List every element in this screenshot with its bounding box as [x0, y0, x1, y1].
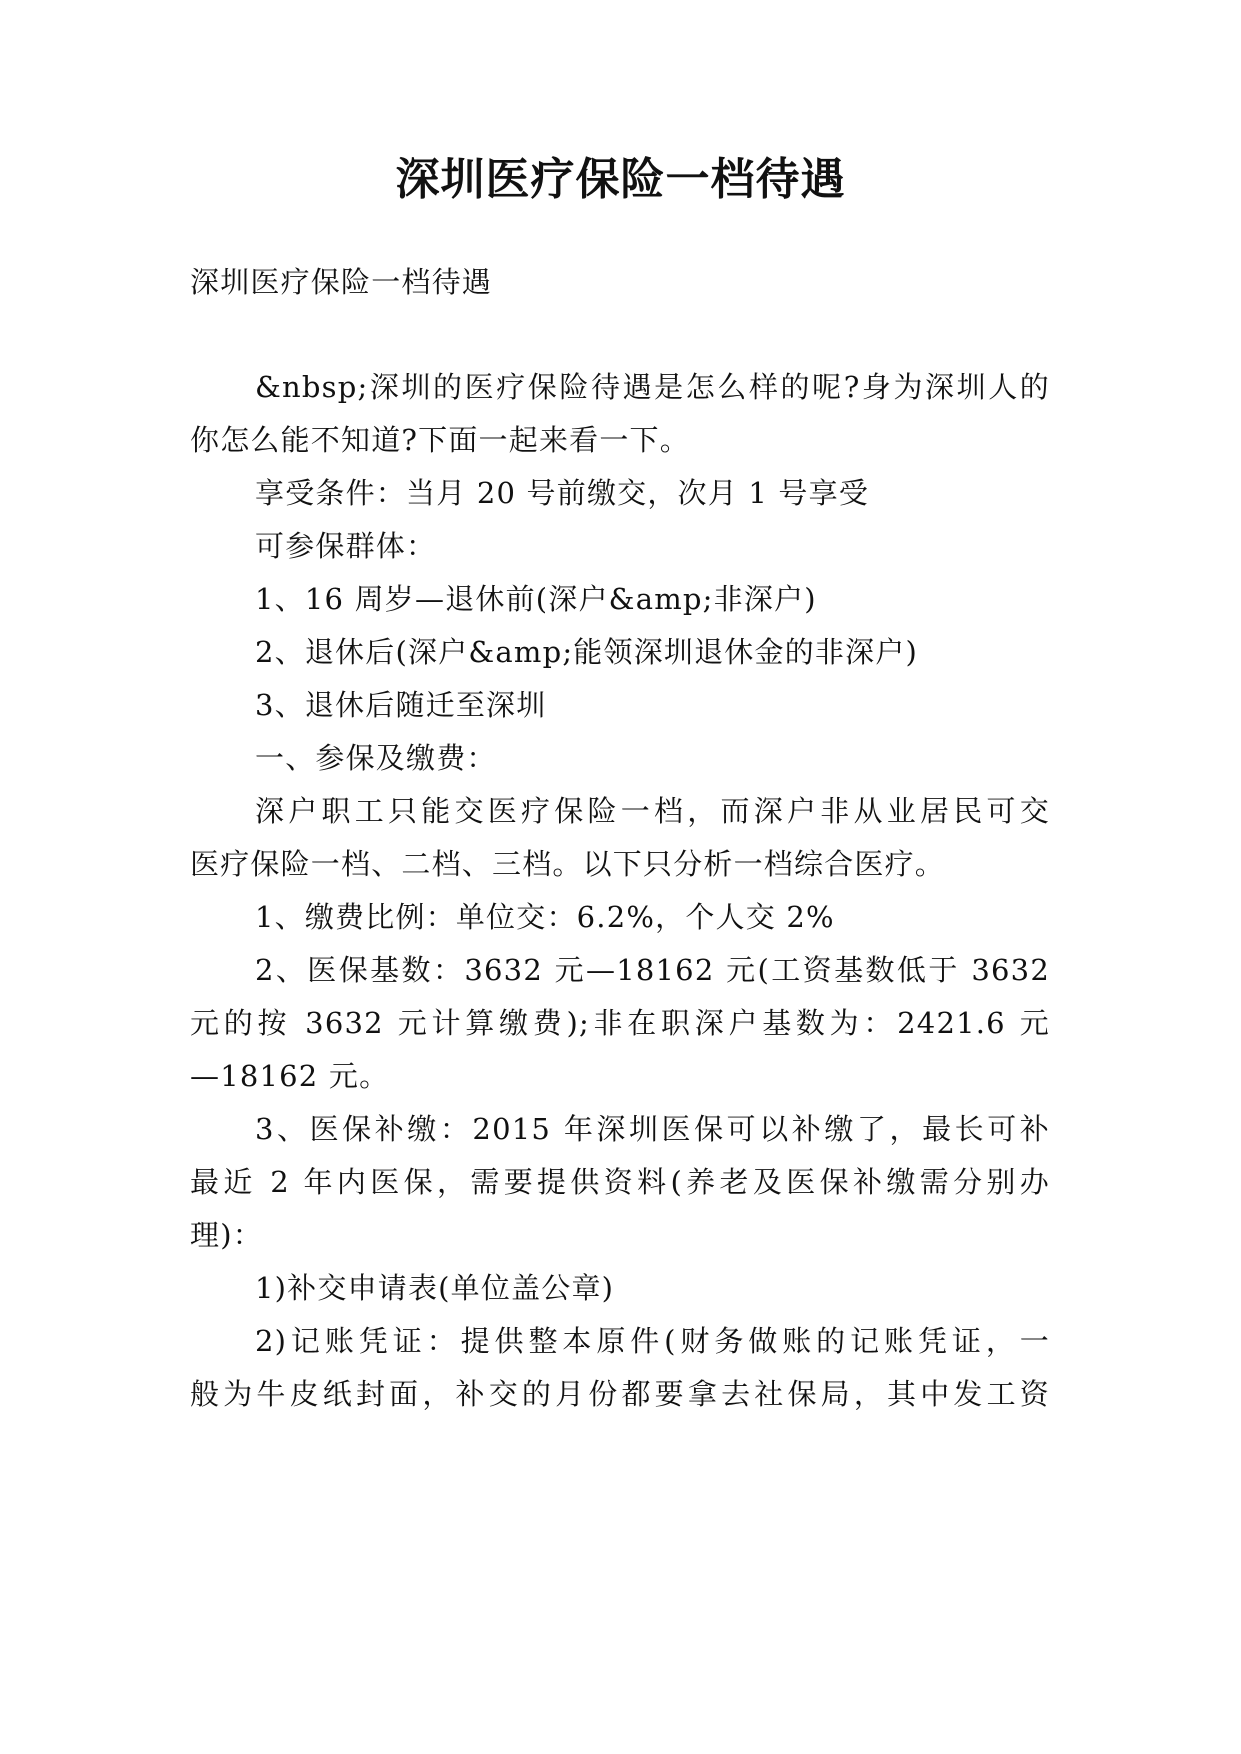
- list-item: 3、医保补缴：2015 年深圳医保可以补缴了，最长可补: [255, 1112, 1050, 1146]
- document-subtitle: 深圳医疗保险一档待遇: [190, 265, 493, 299]
- paragraph-line: &nbsp;深圳的医疗保险待遇是怎么样的呢?身为深圳人的: [255, 370, 1050, 404]
- paragraph-line: 般为牛皮纸封面，补交的月份都要拿去社保局，其中发工资: [190, 1377, 1050, 1411]
- list-item: 1、缴费比例：单位交：6.2%，个人交 2%: [255, 900, 835, 934]
- list-item: 2、医保基数：3632 元—18162 元(工资基数低于 3632: [255, 953, 1050, 987]
- paragraph-line: 可参保群体：: [255, 529, 437, 563]
- list-item: 1、16 周岁—退休前(深户&amp;非深户): [255, 582, 817, 616]
- paragraph-line: 你怎么能不知道?下面一起来看一下。: [190, 423, 690, 457]
- paragraph-line: 享受条件：当月 20 号前缴交，次月 1 号享受: [255, 476, 870, 510]
- list-item: 2、退休后(深户&amp;能领深圳退休金的非深户): [255, 635, 919, 669]
- list-item: 3、退休后随迁至深圳: [255, 688, 547, 722]
- paragraph-line: 医疗保险一档、二档、三档。以下只分析一档综合医疗。: [190, 847, 946, 881]
- list-item: 1)补交申请表(单位盖公章): [255, 1271, 615, 1305]
- paragraph-line: 深户职工只能交医疗保险一档，而深户非从业居民可交: [255, 794, 1050, 828]
- paragraph-line: —18162 元。: [190, 1059, 390, 1093]
- section-heading: 一、参保及缴费：: [255, 741, 497, 775]
- paragraph-line: 元的按 3632 元计算缴费);非在职深户基数为：2421.6 元: [190, 1006, 1050, 1040]
- paragraph-line: 最近 2 年内医保，需要提供资料(养老及医保补缴需分别办: [190, 1165, 1050, 1199]
- paragraph-line: 理)：: [190, 1218, 263, 1252]
- list-item: 2)记账凭证：提供整本原件(财务做账的记账凭证，一: [255, 1324, 1050, 1358]
- document-title: 深圳医疗保险一档待遇: [395, 154, 846, 205]
